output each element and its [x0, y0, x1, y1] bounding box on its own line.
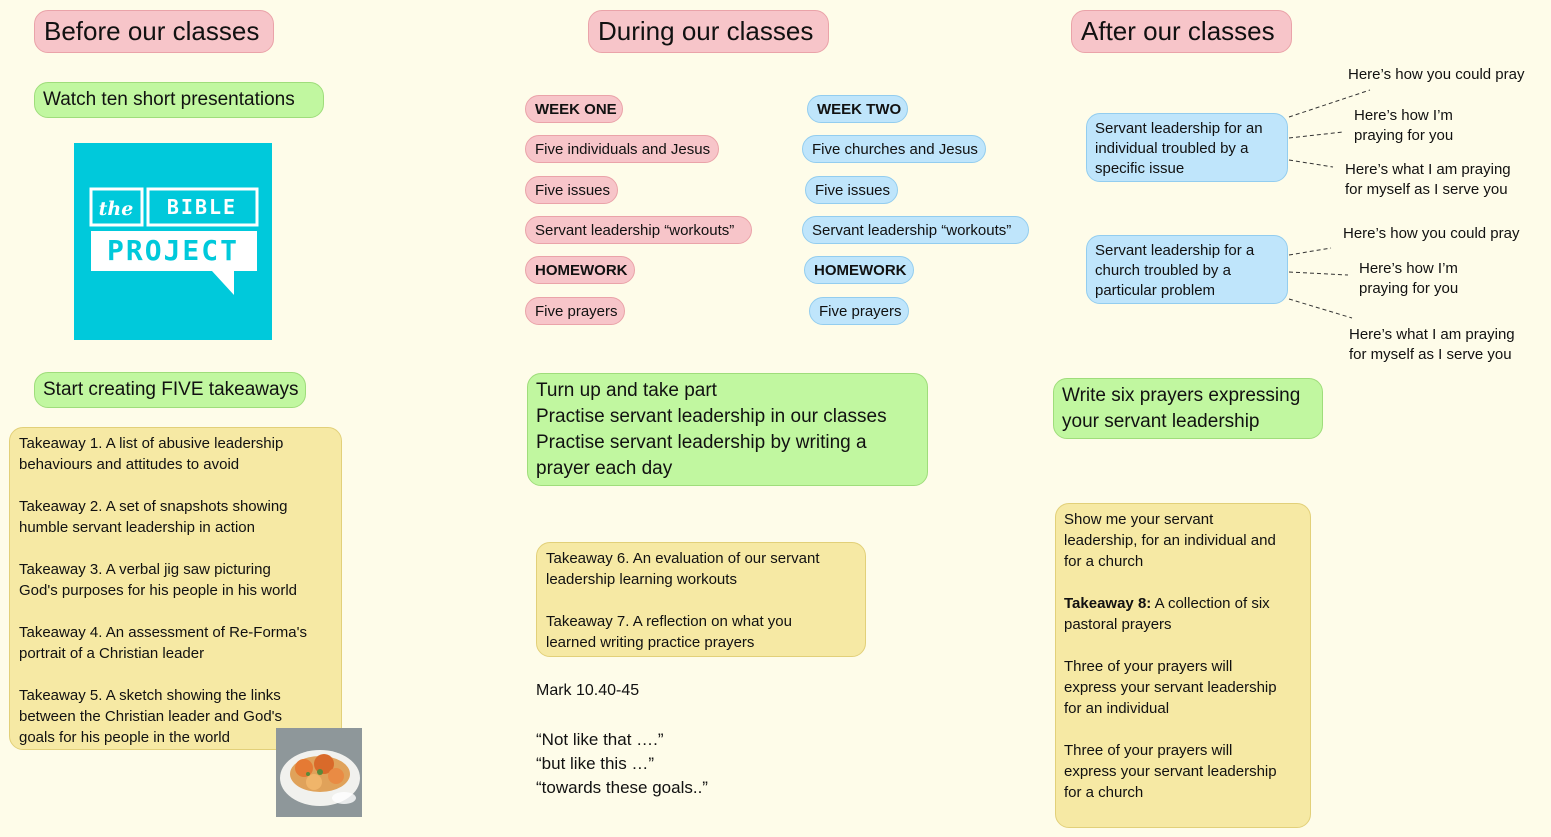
- week-two-item-2: Five issues: [805, 176, 898, 204]
- week-two-heading: WEEK TWO: [807, 95, 908, 123]
- final-note-individual: Three of your prayers will express your servant leadership for an individual: [1064, 658, 1277, 717]
- takeaway-5: Takeaway 5. A sketch showing the links between the Christian leader and God's goals for his people in the world: [19, 687, 283, 746]
- week-one-homework-item: Five prayers: [525, 297, 625, 325]
- scripture-reference: Mark 10.40-45: [536, 682, 640, 699]
- start-takeaways-label: Start creating FIVE takeaways: [34, 372, 306, 408]
- final-note-takeaway-8: [1064, 593, 1302, 635]
- takeaway-8-note: [1055, 503, 1311, 828]
- church-leadership-box: Servant leadership for a church troubled by a particular problem: [1086, 235, 1288, 304]
- week-two-homework-item: Five prayers: [809, 297, 909, 325]
- takeaway-7: Takeaway 7. A reflection on what you learned writing practice prayers: [546, 613, 792, 651]
- practice-line-1: Turn up and take part: [536, 380, 717, 401]
- logo-word-bible: BIBLE: [166, 195, 238, 219]
- week-two-homework-heading: HOMEWORK: [804, 256, 914, 284]
- quote-1: “Not like that ….”: [536, 730, 664, 749]
- takeaway-6: Takeaway 6. An evaluation of our servant leadership learning workouts: [546, 550, 820, 588]
- takeaway-3: Takeaway 3. A verbal jig saw picturing God's purposes for his people in his world: [19, 561, 298, 599]
- before-classes-title: Before our classes: [34, 10, 274, 53]
- week-one-item-1: Five individuals and Jesus: [525, 135, 719, 163]
- quote-2: “but like this …”: [536, 754, 655, 773]
- individual-branch-2: Here’s how I’m praying for you: [1354, 107, 1454, 144]
- individual-branch-3: Here’s what I am praying for myself as I serve you: [1345, 161, 1511, 198]
- logo-word-project: PROJECT: [106, 234, 240, 267]
- watch-presentations-label: Watch ten short presentations: [34, 82, 324, 118]
- takeaway-8-text: A collection of six pastoral prayers: [1064, 595, 1270, 633]
- after-classes-title: After our classes: [1071, 10, 1292, 53]
- week-two-item-1: Five churches and Jesus: [802, 135, 986, 163]
- final-note-intro: Show me your servant leadership, for an individual and for a church: [1064, 511, 1276, 570]
- week-one-heading: WEEK ONE: [525, 95, 623, 123]
- week-two-item-3: Servant leadership “workouts”: [802, 216, 1029, 244]
- church-branch-1: Here’s how you could pray: [1343, 225, 1520, 242]
- individual-branch-1: Here’s how you could pray: [1348, 66, 1525, 83]
- week-one-item-2: Five issues: [525, 176, 618, 204]
- church-branch-2: Here’s how I’m praying for you: [1359, 260, 1459, 297]
- takeaway-8-label: Takeaway 8:: [1064, 595, 1152, 612]
- takeaway-4: Takeaway 4. An assessment of Re-Forma's portrait of a Christian leader: [19, 624, 307, 662]
- during-classes-title: During our classes: [588, 10, 829, 53]
- church-branch-3: Here’s what I am praying for myself as I serve you: [1349, 326, 1515, 363]
- takeaway-2: Takeaway 2. A set of snapshots showing humble servant leadership in action: [19, 498, 288, 536]
- practice-line-3: Practise servant leadership by writing a prayer each day: [536, 432, 867, 479]
- week-one-homework-heading: HOMEWORK: [525, 256, 635, 284]
- takeaway-1: Takeaway 1. A list of abusive leadership behaviours and attitudes to avoid: [19, 435, 284, 473]
- final-note-church: Three of your prayers will express your servant leadership for a church: [1064, 742, 1277, 801]
- quote-3: “towards these goals..”: [536, 778, 708, 797]
- logo-small-word: the: [98, 198, 134, 220]
- week-one-item-3: Servant leadership “workouts”: [525, 216, 752, 244]
- practice-line-2: Practise servant leadership in our classes: [536, 406, 887, 427]
- write-prayers-label: Write six prayers expressing your servant leadership: [1053, 378, 1323, 439]
- individual-leadership-box: Servant leadership for an individual troubled by a specific issue: [1086, 113, 1288, 182]
